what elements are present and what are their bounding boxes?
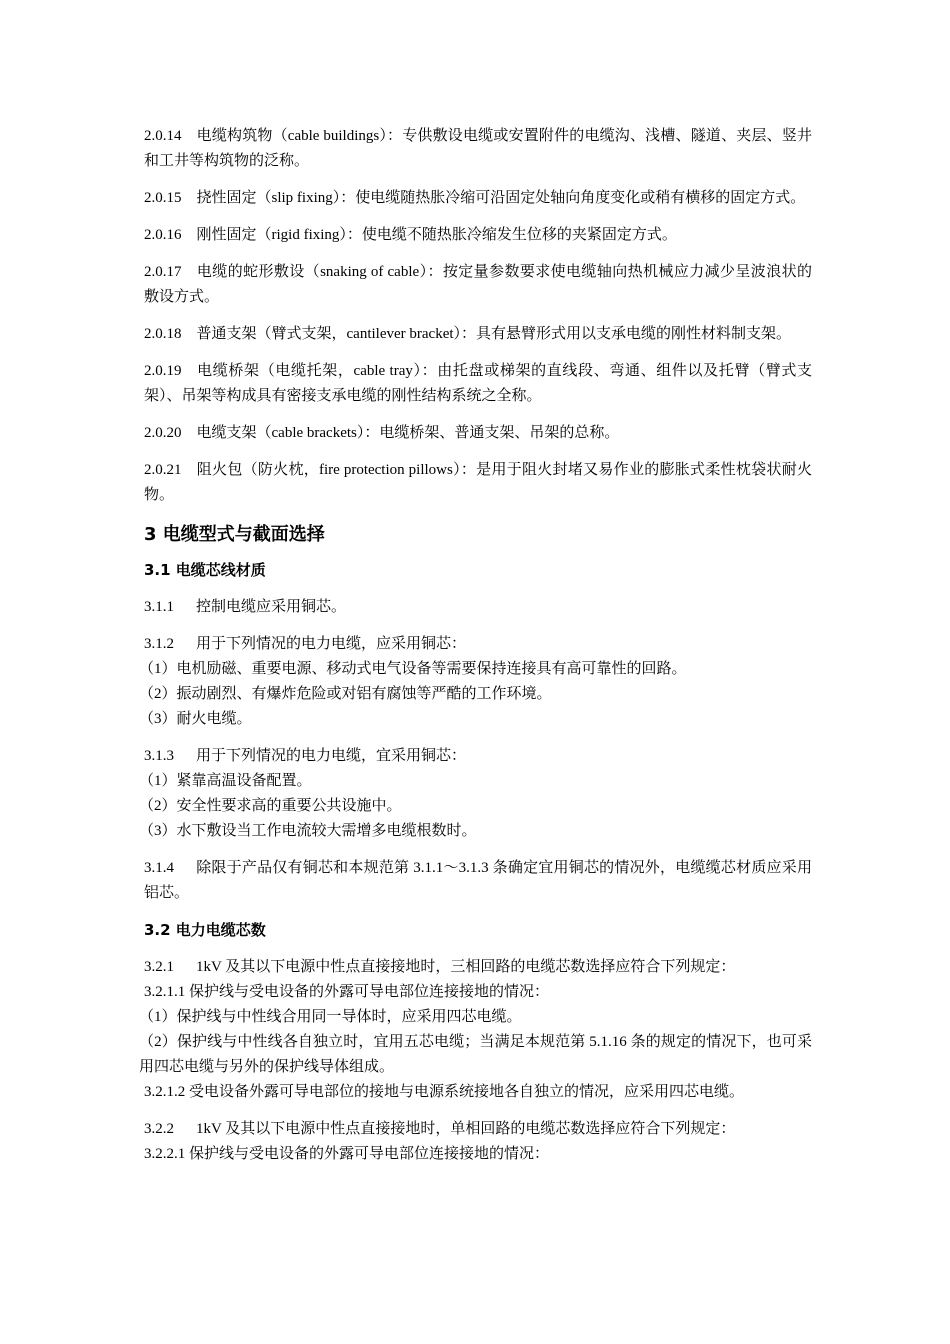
list-item: （1）保护线与中性线合用同一导体时，应采用四芯电缆。 [139, 1009, 522, 1025]
clause-number: 2.0.18 [144, 326, 182, 342]
clause-text: 1kV 及其以下电源中性点直接接地时，单相回路的电缆芯数选择应符合下列规定： [196, 1121, 736, 1137]
clause-number: 2.0.17 [144, 264, 182, 280]
clause-text: 电缆的蛇形敷设（snaking of cable）：按定量参数要求使电缆轴向热机械应力减少呈波浪状的敷设方式。 [144, 264, 812, 305]
clause-text: 刚性固定（rigid fixing）：使电缆不随热胀冷缩发生位移的夹紧固定方式。 [196, 227, 677, 243]
clause-number: 2.0.21 [144, 462, 182, 478]
clause-text: 电缆支架（cable brackets）：电缆桥架、普通支架、吊架的总称。 [196, 425, 620, 441]
clause-number: 2.0.20 [144, 425, 182, 441]
clause-number: 3.1.1 [144, 599, 174, 615]
clause-text: 用于下列情况的电力电缆，宜采用铜芯： [196, 748, 467, 764]
clause-text: 1kV 及其以下电源中性点直接接地时，三相回路的电缆芯数选择应符合下列规定： [196, 959, 736, 975]
clause-2-0-17 [144, 260, 812, 310]
clause-text: 用于下列情况的电力电缆，应采用铜芯： [196, 636, 467, 652]
list-item: （2）安全性要求高的重要公共设施中。 [139, 798, 402, 814]
clause-lead [144, 632, 812, 657]
clause-number: 2.0.15 [144, 190, 182, 206]
clause-number: 2.0.16 [144, 227, 182, 243]
clause-3-1-3 [139, 744, 812, 844]
subclause-3-2-2-1: 3.2.2.1 保护线与受电设备的外露可导电部位连接接地的情况： [144, 1146, 550, 1162]
clause-number: 3.1.3 [144, 748, 174, 764]
clause-2-0-19 [144, 359, 812, 409]
clause-text: 控制电缆应采用铜芯。 [196, 599, 347, 615]
clause-text: 电缆桥架（电缆托架，cable tray）：由托盘或梯架的直线段、弯通、组件以及托臂（臂式支架）、吊架等构成具有密接支承电缆的刚性结构系统之全称。 [144, 363, 812, 404]
clause-text: 普通支架（臂式支架，cantilever bracket）：具有悬臂形式用以支承电缆的刚性材料制支架。 [196, 326, 792, 342]
clause-text: 除限于产品仅有铜芯和本规范第 3.1.1～3.1.3 条确定宜用铜芯的情况外，电缆缆芯材质应采用铝芯。 [144, 860, 812, 901]
clause-2-0-16 [144, 223, 812, 248]
clause-number: 3.2.2 [144, 1121, 174, 1137]
clause-3-2-1 [139, 955, 812, 1105]
clause-lead [144, 955, 812, 980]
clause-text: 挠性固定（slip fixing）：使电缆随热胀冷缩可沿固定处轴向角度变化或稍有横移的固定方式。 [196, 190, 806, 206]
list-item: （2）振动剧烈、有爆炸危险或对铝有腐蚀等严酷的工作环境。 [139, 686, 552, 702]
list-item: （3）耐火电缆。 [139, 711, 252, 727]
clause-2-0-21 [144, 458, 812, 508]
clause-2-0-14 [144, 124, 812, 174]
page-content [139, 124, 812, 1179]
list-item: （1）紧靠高温设备配置。 [139, 773, 312, 789]
clause-3-1-1 [144, 595, 812, 620]
clause-lead [144, 1117, 812, 1142]
clause-number: 3.2.1 [144, 959, 174, 975]
section-3-2-heading: 3.2 电力电缆芯数 [144, 921, 266, 939]
clause-number: 2.0.19 [144, 363, 182, 379]
list-item: （1）电机励磁、重要电源、移动式电气设备等需要保持连接具有高可靠性的回路。 [139, 661, 687, 677]
clause-number: 2.0.14 [144, 128, 182, 144]
section-3-1-heading: 3.1 电缆芯线材质 [144, 561, 266, 579]
clause-2-0-18 [144, 322, 812, 347]
list-item: （2）保护线与中性线各自独立时，宜用五芯电缆；当满足本规范第 5.1.16 条的规定的情况下，也可采用四芯电缆与另外的保护线导体组成。 [139, 1034, 812, 1075]
clause-3-1-2 [139, 632, 812, 732]
subclause-3-2-1-2: 3.2.1.2 受电设备外露可导电部位的接地与电源系统接地各自独立的情况，应采用四芯电缆。 [144, 1084, 745, 1100]
subclause-3-2-1-1: 3.2.1.1 保护线与受电设备的外露可导电部位连接接地的情况： [144, 984, 550, 1000]
clause-number: 3.1.4 [144, 860, 174, 876]
list-item: （3）水下敷设当工作电流较大需增多电缆根数时。 [139, 823, 477, 839]
chapter-3-heading: 3 电缆型式与截面选择 [144, 524, 325, 545]
clause-text: 电缆构筑物（cable buildings）：专供敷设电缆或安置附件的电缆沟、浅槽、隧道、夹层、竖井和工井等构筑物的泛称。 [144, 128, 812, 169]
clause-2-0-20 [144, 421, 812, 446]
clause-3-1-4 [144, 856, 812, 906]
clause-2-0-15 [144, 186, 812, 211]
clause-3-2-2 [144, 1117, 812, 1167]
clause-text: 阻火包（防火枕，fire protection pillows）：是用于阻火封堵又易作业的膨胀式柔性枕袋状耐火物。 [144, 462, 812, 503]
clause-number: 3.1.2 [144, 636, 174, 652]
clause-lead [144, 744, 812, 769]
